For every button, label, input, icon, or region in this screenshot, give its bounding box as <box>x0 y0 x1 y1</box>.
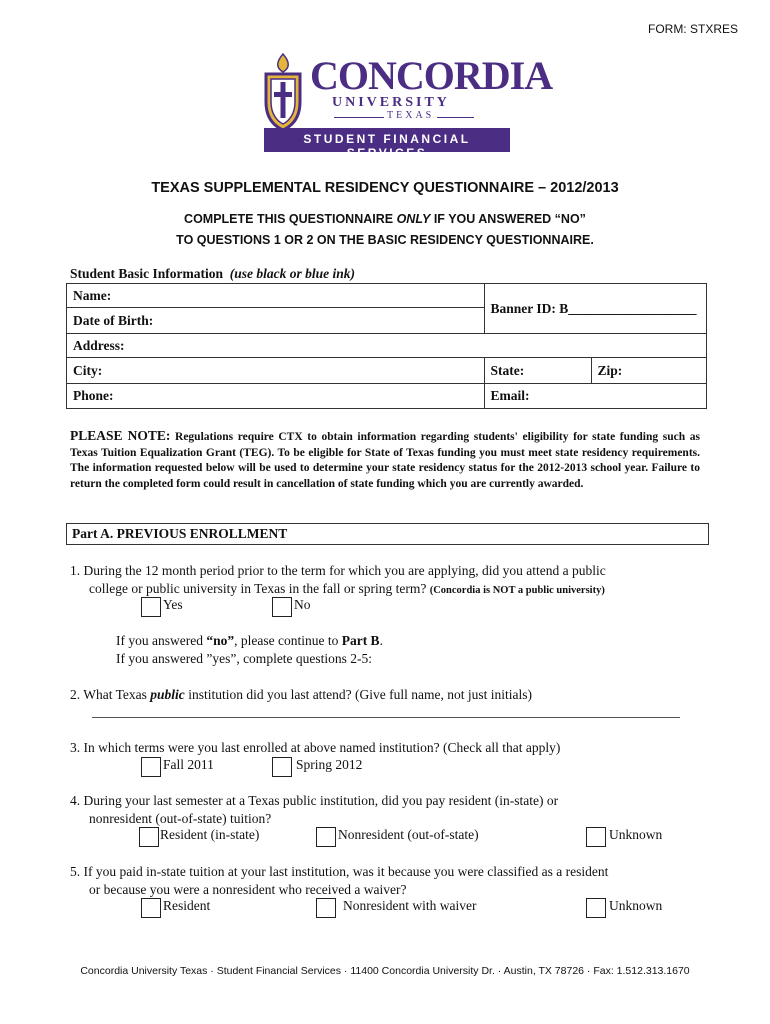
banner-id-field[interactable]: Banner ID: B___________________ <box>484 284 706 334</box>
q2-answer-line[interactable] <box>92 717 680 718</box>
q1-yes-label: Yes <box>163 597 183 612</box>
q5-resident-checkbox[interactable] <box>141 898 161 918</box>
q3-spring-label: Spring 2012 <box>296 757 363 772</box>
question-4-line-2: nonresident (out-of-state) tuition? <box>89 811 272 826</box>
email-field[interactable]: Email: <box>484 384 706 409</box>
q3-fall-checkbox[interactable] <box>141 757 161 777</box>
q4-unknown-checkbox[interactable] <box>586 827 606 847</box>
page-footer: Concordia University Texas · Student Financial Services · 11400 Concordia University Dr. · Austin, TX 78726 · Fax: 1.512.313.1670 <box>80 965 690 977</box>
question-1-line-2: college or public university in Texas in the fall or spring term? (Concordia is NOT a public university) <box>89 581 605 596</box>
state-field[interactable]: State: <box>484 358 591 384</box>
q5-unknown-label: Unknown <box>609 898 663 913</box>
question-2: 2. What Texas public institution did you last attend? (Give full name, not just initials) <box>70 687 533 702</box>
q5-resident-label: Resident <box>163 898 211 913</box>
q3-spring-checkbox[interactable] <box>272 757 292 777</box>
q3-fall-label: Fall 2011 <box>163 757 214 772</box>
instruction-line-2: TO QUESTIONS 1 OR 2 ON THE BASIC RESIDENCY QUESTIONNAIRE. <box>176 233 594 247</box>
if-yes-instruction: If you answered ”yes”, complete questions 2-5: <box>116 651 373 666</box>
logo-wordmark: CONCORDIA <box>310 53 553 98</box>
q5-waiver-checkbox[interactable] <box>316 898 336 918</box>
q4-nonresident-checkbox[interactable] <box>316 827 336 847</box>
q1-no-checkbox[interactable] <box>272 597 292 617</box>
page-title: TEXAS SUPPLEMENTAL RESIDENCY QUESTIONNAIRE – 2012/2013 <box>151 180 619 196</box>
q4-resident-checkbox[interactable] <box>139 827 159 847</box>
q5-waiver-label: Nonresident with waiver <box>343 898 477 913</box>
q1-no-label: No <box>294 597 311 612</box>
please-note: PLEASE NOTE: Regulations require CTX to obtain information regarding students' eligibility for state funding such as Texas Tuition Equalization Grant (TEG). To be eligible for State of Texas funding you must meet state residency requirements. The information requested below will be used to determine your state residency status for the 2012-2013 school year. Failure to return the completed form could result in cancellation of state funding which you are currently awarded. <box>70 428 700 490</box>
question-4-line-1: 4. During your last semester at a Texas public institution, did you pay resident (in-state) or <box>70 793 559 808</box>
q1-yes-checkbox[interactable] <box>141 597 161 617</box>
question-5-line-2: or because you were a nonresident who received a waiver? <box>89 882 407 897</box>
logo-department: STUDENT FINANCIAL SERVICES <box>303 132 471 160</box>
address-field[interactable]: Address: <box>67 334 707 358</box>
phone-field[interactable]: Phone: <box>67 384 485 409</box>
logo-state: TEXAS <box>384 110 437 121</box>
dob-field[interactable]: Date of Birth: <box>67 308 485 334</box>
name-field[interactable]: Name: <box>67 284 485 308</box>
part-a-heading: Part A. PREVIOUS ENROLLMENT <box>66 523 709 545</box>
q4-resident-label: Resident (in-state) <box>160 827 260 842</box>
zip-field[interactable]: Zip: <box>591 358 706 384</box>
q5-unknown-checkbox[interactable] <box>586 898 606 918</box>
instruction-line-1: COMPLETE THIS QUESTIONNAIRE ONLY IF YOU ANSWERED “NO” <box>184 212 586 226</box>
if-no-instruction: If you answered “no”, please continue to Part B. <box>116 633 383 648</box>
question-1-line-1: 1. During the 12 month period prior to the term for which you are applying, did you attend a public <box>70 563 606 578</box>
section-heading: Student Basic Information (use black or blue ink) <box>70 266 356 281</box>
logo-university: UNIVERSITY <box>332 95 450 110</box>
concordia-logo <box>262 52 553 160</box>
q4-nonresident-label: Nonresident (out-of-state) <box>338 827 479 842</box>
question-5-line-1: 5. If you paid in-state tuition at your last institution, was it because you were classified as a resident <box>70 864 609 879</box>
form-code: FORM: STXRES <box>647 22 738 36</box>
city-field[interactable]: City: <box>67 358 485 384</box>
question-3: 3. In which terms were you last enrolled at above named institution? (Check all that apply) <box>70 740 561 755</box>
q4-unknown-label: Unknown <box>609 827 663 842</box>
student-info-table <box>66 283 707 409</box>
